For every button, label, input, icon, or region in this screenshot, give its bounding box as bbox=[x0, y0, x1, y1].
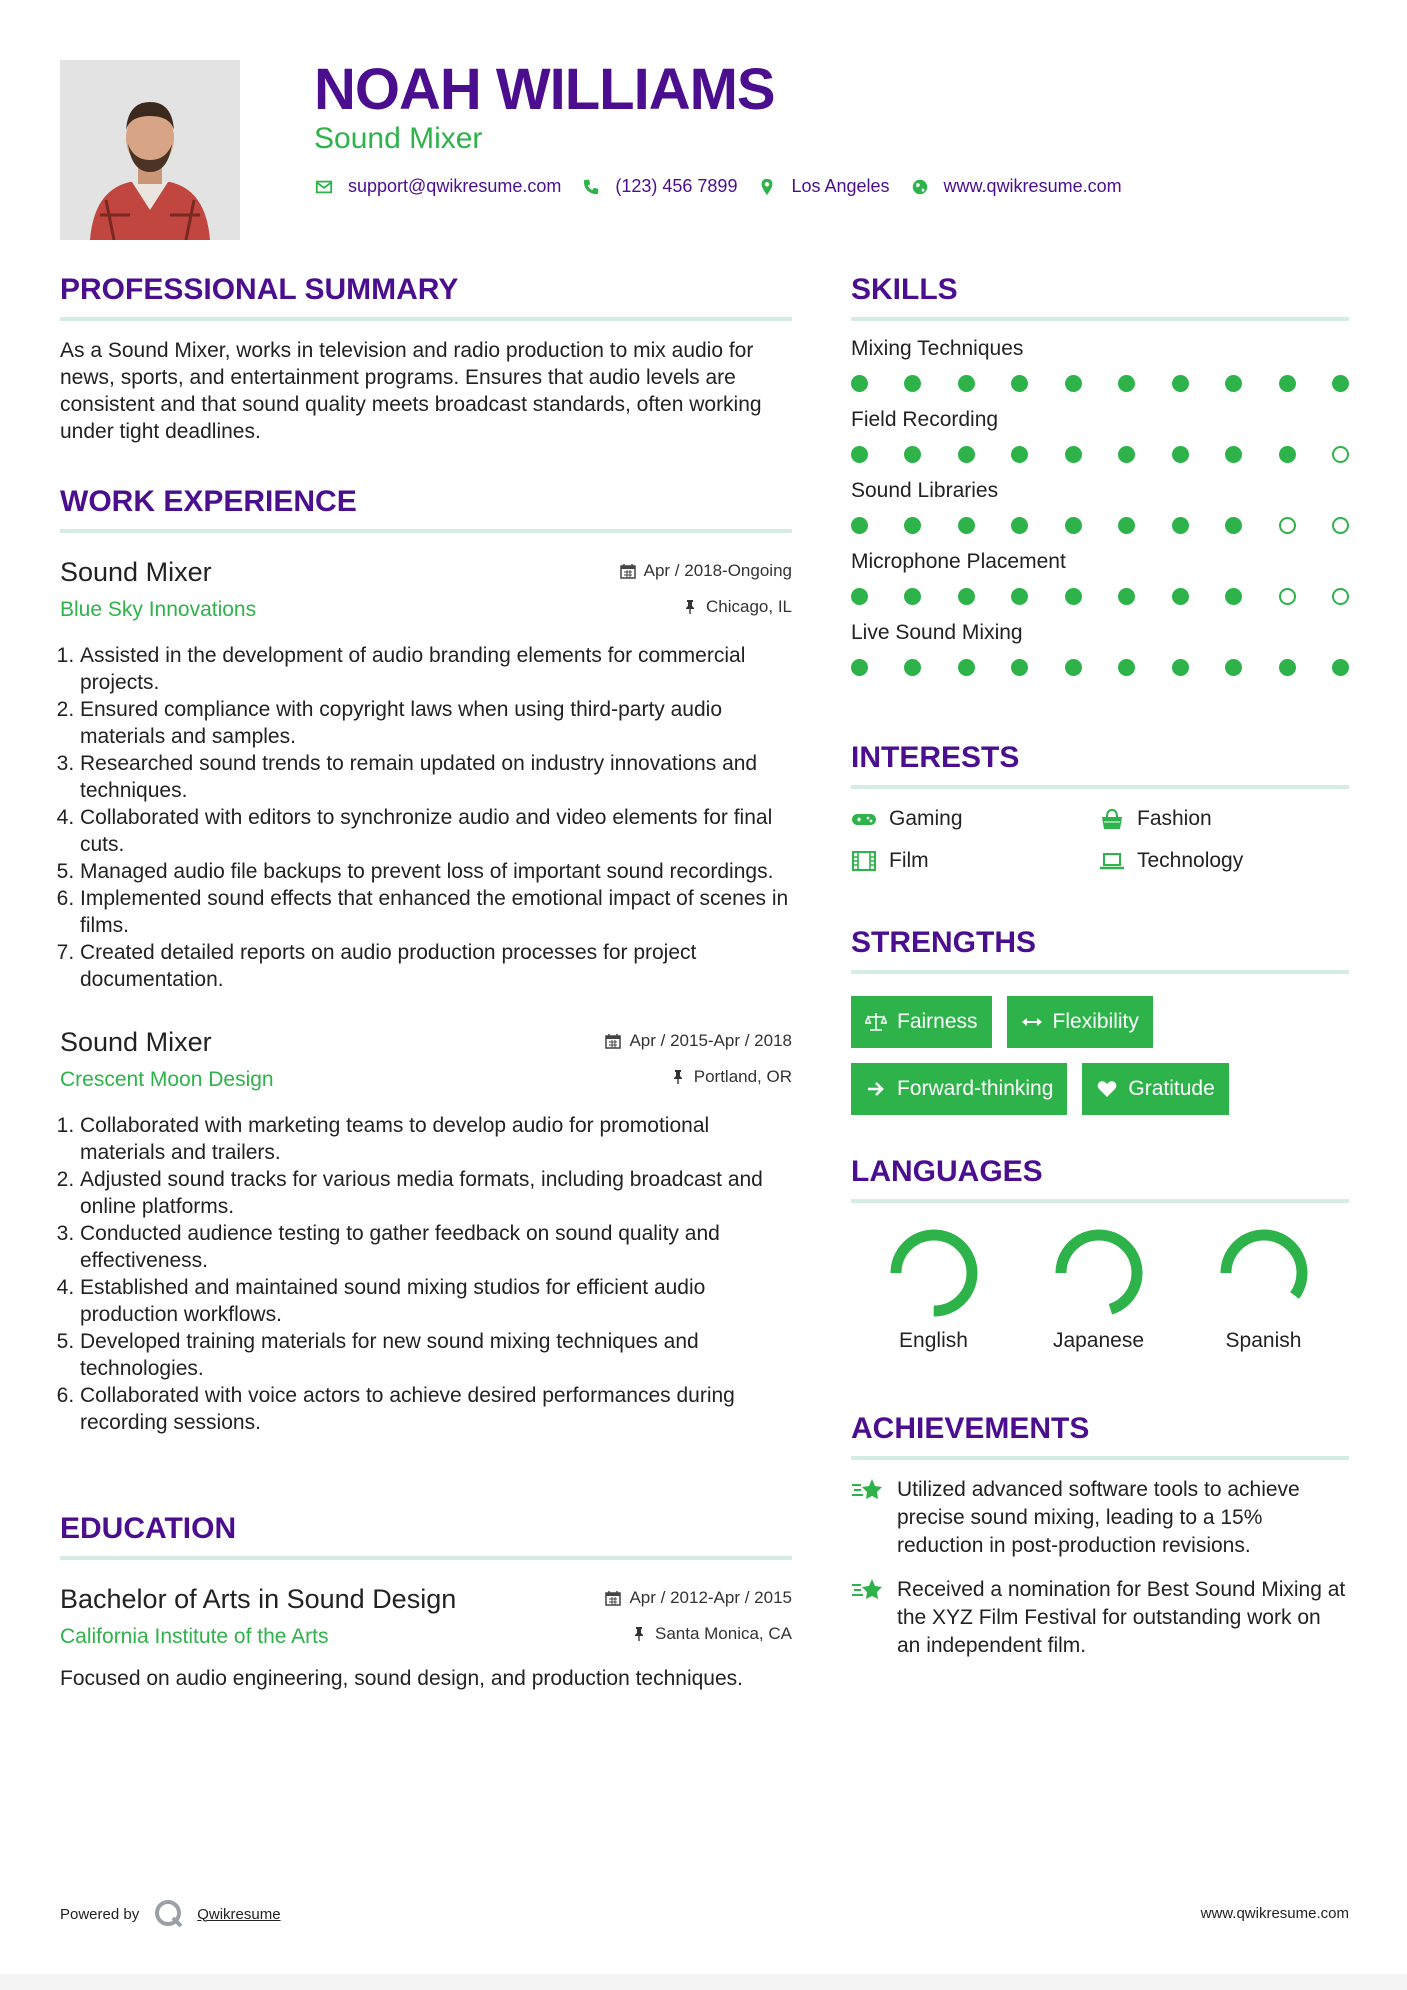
star-icon bbox=[851, 1576, 885, 1604]
language-item bbox=[1181, 1225, 1346, 1353]
skill-item bbox=[851, 550, 1349, 605]
list-item: 1. Assisted in the development of audio branding elements for commercial projects. bbox=[80, 642, 792, 696]
rating-dot-filled bbox=[1172, 588, 1189, 605]
pushpin-icon bbox=[682, 599, 698, 615]
strength-badge bbox=[1007, 996, 1153, 1048]
strength-label: Forward-thinking bbox=[897, 1077, 1054, 1100]
job-company: Crescent Moon Design bbox=[60, 1068, 274, 1091]
rating-dot-filled bbox=[1065, 446, 1082, 463]
skills-heading: SKILLS bbox=[851, 273, 1349, 321]
footer-powered bbox=[60, 1898, 281, 1930]
candidate-role: Sound Mixer bbox=[314, 122, 483, 155]
language-name: English bbox=[899, 1329, 968, 1352]
footer-website[interactable]: www.qwikresume.com bbox=[1200, 1905, 1349, 1922]
education-dates: Apr / 2012-Apr / 2015 bbox=[629, 1588, 792, 1607]
rating-dot-filled bbox=[958, 517, 975, 534]
heart-icon bbox=[1096, 1078, 1118, 1100]
rating-dot-empty bbox=[1332, 446, 1349, 463]
job-dates: Apr / 2015-Apr / 2018 bbox=[629, 1031, 792, 1050]
strength-badge bbox=[1082, 1063, 1228, 1115]
laptop-icon bbox=[1099, 850, 1125, 872]
languages-list bbox=[851, 1225, 1349, 1353]
interest-label: Film bbox=[889, 849, 929, 872]
rating-dot-empty bbox=[1279, 588, 1296, 605]
skill-rating bbox=[851, 588, 1349, 605]
achievement-text: Received a nomination for Best Sound Mixing at the XYZ Film Festival for outstanding work on an independent film. bbox=[897, 1578, 1346, 1657]
rating-dot-filled bbox=[1225, 588, 1242, 605]
job-entry bbox=[60, 1027, 792, 1436]
bottom-divider bbox=[0, 1974, 1407, 1990]
star-icon bbox=[851, 1476, 885, 1504]
email-text: support@qwikresume.com bbox=[348, 176, 562, 196]
skill-rating bbox=[851, 446, 1349, 463]
rating-dot-filled bbox=[1011, 446, 1028, 463]
interest-label: Gaming bbox=[889, 807, 963, 830]
list-item: 6. Collaborated with voice actors to achieve desired performances during recording sessions. bbox=[80, 1382, 792, 1436]
rating-dot-filled bbox=[1225, 659, 1242, 676]
school-name: California Institute of the Arts bbox=[60, 1625, 329, 1648]
rating-dot-filled bbox=[1065, 375, 1082, 392]
experience-section bbox=[60, 485, 792, 1436]
language-ring bbox=[1216, 1225, 1312, 1321]
languages-section bbox=[851, 1155, 1349, 1353]
gamepad-icon bbox=[851, 808, 877, 830]
rating-dot-filled bbox=[851, 588, 868, 605]
rating-dot-filled bbox=[851, 446, 868, 463]
rating-dot-filled bbox=[851, 659, 868, 676]
rating-dot-filled bbox=[1118, 517, 1135, 534]
calendar-icon bbox=[605, 1590, 621, 1606]
job-company: Blue Sky Innovations bbox=[60, 598, 257, 621]
strength-badge bbox=[851, 996, 992, 1048]
website-text: www.qwikresume.com bbox=[943, 176, 1122, 196]
list-item: 5. Developed training materials for new sound mixing techniques and technologies. bbox=[80, 1328, 792, 1382]
language-ring bbox=[1051, 1225, 1147, 1321]
language-ring-arc bbox=[1061, 1235, 1137, 1311]
rating-dot-filled bbox=[958, 659, 975, 676]
rating-dot-filled bbox=[904, 588, 921, 605]
interest-item bbox=[1099, 849, 1349, 873]
job-entry bbox=[60, 557, 792, 993]
rating-dot-filled bbox=[1011, 375, 1028, 392]
list-item: 3. Researched sound trends to remain updated on industry innovations and techniques. bbox=[80, 750, 792, 804]
language-item bbox=[1016, 1225, 1181, 1353]
calendar-icon bbox=[605, 1033, 621, 1049]
contact-phone[interactable] bbox=[581, 176, 737, 197]
phone-text: (123) 456 7899 bbox=[615, 176, 738, 196]
list-item: 5. Managed audio file backups to prevent loss of important sound recordings. bbox=[80, 858, 792, 885]
interests-heading: INTERESTS bbox=[851, 741, 1349, 789]
rating-dot-filled bbox=[1065, 659, 1082, 676]
map-marker-icon bbox=[757, 177, 777, 197]
summary-text: As a Sound Mixer, works in television and radio production to mix audio for news, sports, and entertainment programs. Ensures that audio levels are consistent and that sound quality meets broadcast standards, often working under tight deadlines. bbox=[60, 339, 762, 443]
interest-label: Technology bbox=[1137, 849, 1244, 872]
pushpin-icon bbox=[631, 1626, 647, 1642]
achievement-item bbox=[851, 1476, 1349, 1560]
rating-dot-filled bbox=[904, 446, 921, 463]
interests-section bbox=[851, 741, 1349, 873]
duties-list bbox=[60, 1112, 792, 1436]
rating-dot-empty bbox=[1279, 517, 1296, 534]
rating-dot-filled bbox=[1065, 517, 1082, 534]
rating-dot-filled bbox=[1225, 517, 1242, 534]
strength-label: Flexibility bbox=[1052, 1010, 1139, 1033]
list-item: 6. Implemented sound effects that enhanced the emotional impact of scenes in films. bbox=[80, 885, 792, 939]
job-title: Sound Mixer bbox=[60, 1027, 212, 1057]
rating-dot-filled bbox=[1172, 375, 1189, 392]
rating-dot-filled bbox=[904, 659, 921, 676]
location-text: Los Angeles bbox=[791, 176, 890, 196]
experience-heading: WORK EXPERIENCE bbox=[60, 485, 792, 533]
shopping-bag-icon bbox=[1099, 808, 1125, 830]
achievements-section bbox=[851, 1412, 1349, 1660]
arrows-horizontal-icon bbox=[1021, 1011, 1043, 1033]
skill-rating bbox=[851, 659, 1349, 676]
job-location: Portland, OR bbox=[693, 1067, 792, 1086]
rating-dot-empty bbox=[1332, 588, 1349, 605]
skill-name: Live Sound Mixing bbox=[851, 621, 1023, 644]
list-item: 4. Established and maintained sound mixing studios for efficient audio production workflows. bbox=[80, 1274, 792, 1328]
list-item: 4. Collaborated with editors to synchronize audio and video elements for final cuts. bbox=[80, 804, 792, 858]
list-item: 2. Ensured compliance with copyright laws when using third-party audio materials and samples. bbox=[80, 696, 792, 750]
language-name: Spanish bbox=[1225, 1329, 1302, 1352]
rating-dot-filled bbox=[1172, 659, 1189, 676]
qwikresume-logo-icon bbox=[153, 1898, 185, 1930]
powered-by-text: Powered by bbox=[60, 1905, 140, 1923]
list-item: 2. Adjusted sound tracks for various media formats, including broadcast and online platforms. bbox=[80, 1166, 792, 1220]
language-ring-arc bbox=[896, 1235, 972, 1311]
job-title: Sound Mixer bbox=[60, 557, 212, 587]
rating-dot-filled bbox=[1118, 375, 1135, 392]
skill-item bbox=[851, 408, 1349, 463]
skills-section bbox=[851, 273, 1349, 676]
envelope-icon bbox=[314, 177, 334, 197]
rating-dot-filled bbox=[1011, 517, 1028, 534]
rating-dot-filled bbox=[1279, 446, 1296, 463]
list-item: 1. Collaborated with marketing teams to develop audio for promotional materials and trailers. bbox=[80, 1112, 792, 1166]
language-name: Japanese bbox=[1052, 1329, 1145, 1352]
skill-item bbox=[851, 479, 1349, 534]
education-section bbox=[60, 1512, 792, 1692]
rating-dot-filled bbox=[1011, 659, 1028, 676]
language-ring bbox=[886, 1225, 982, 1321]
skill-item bbox=[851, 621, 1349, 676]
list-item: 3. Conducted audience testing to gather feedback on sound quality and effectiveness. bbox=[80, 1220, 792, 1274]
rating-dot-filled bbox=[1065, 588, 1082, 605]
rating-dot-filled bbox=[958, 446, 975, 463]
skill-item bbox=[851, 337, 1349, 392]
rating-dot-filled bbox=[1118, 588, 1135, 605]
skill-name: Mixing Techniques bbox=[851, 337, 1024, 360]
rating-dot-filled bbox=[851, 375, 868, 392]
rating-dot-filled bbox=[904, 517, 921, 534]
rating-dot-filled bbox=[1279, 659, 1296, 676]
summary-section bbox=[60, 273, 792, 445]
phone-icon bbox=[581, 177, 601, 197]
rating-dot-filled bbox=[1118, 659, 1135, 676]
contact-bar bbox=[314, 176, 1142, 197]
achievement-item bbox=[851, 1576, 1349, 1660]
job-dates: Apr / 2018-Ongoing bbox=[643, 561, 792, 580]
candidate-name: NOAH WILLIAMS bbox=[314, 57, 775, 122]
list-item: 7. Created detailed reports on audio production processes for project documentation. bbox=[80, 939, 792, 993]
interest-item bbox=[851, 807, 1099, 831]
strength-label: Fairness bbox=[897, 1010, 978, 1033]
balance-scale-icon bbox=[865, 1011, 887, 1033]
interest-label: Fashion bbox=[1137, 807, 1212, 830]
education-description: Focused on audio engineering, sound design, and production techniques. bbox=[60, 1667, 744, 1690]
rating-dot-filled bbox=[1225, 375, 1242, 392]
job-location: Chicago, IL bbox=[706, 597, 792, 616]
skill-name: Field Recording bbox=[851, 408, 999, 431]
strength-badge bbox=[851, 1063, 1067, 1115]
education-location: Santa Monica, CA bbox=[654, 1624, 792, 1643]
achievement-text: Utilized advanced software tools to achieve precise sound mixing, leading to a 15% reduction in post-production revisions. bbox=[897, 1478, 1300, 1557]
contact-website[interactable] bbox=[910, 176, 1122, 197]
profile-photo bbox=[60, 60, 240, 240]
rating-dot-filled bbox=[1225, 446, 1242, 463]
rating-dot-filled bbox=[1332, 375, 1349, 392]
skills-list bbox=[851, 337, 1349, 676]
skill-name: Sound Libraries bbox=[851, 479, 999, 502]
summary-heading: PROFESSIONAL SUMMARY bbox=[60, 273, 792, 321]
rating-dot-filled bbox=[1011, 588, 1028, 605]
skill-rating bbox=[851, 375, 1349, 392]
calendar-icon bbox=[620, 563, 636, 579]
contact-email[interactable] bbox=[314, 176, 561, 197]
languages-heading: LANGUAGES bbox=[851, 1155, 1349, 1203]
globe-icon bbox=[910, 177, 930, 197]
rating-dot-filled bbox=[904, 375, 921, 392]
achievements-heading: ACHIEVEMENTS bbox=[851, 1412, 1349, 1460]
contact-location bbox=[757, 176, 889, 197]
rating-dot-filled bbox=[958, 588, 975, 605]
arrow-right-icon bbox=[865, 1078, 887, 1100]
language-item bbox=[851, 1225, 1016, 1353]
rating-dot-filled bbox=[958, 375, 975, 392]
film-icon bbox=[851, 850, 877, 872]
degree-title: Bachelor of Arts in Sound Design bbox=[60, 1584, 457, 1614]
brand-link[interactable]: Qwikresume bbox=[197, 1905, 281, 1923]
rating-dot-empty bbox=[1332, 517, 1349, 534]
interest-item bbox=[851, 849, 1099, 873]
skill-rating bbox=[851, 517, 1349, 534]
strengths-heading: STRENGTHS bbox=[851, 926, 1349, 974]
rating-dot-filled bbox=[1172, 517, 1189, 534]
strengths-section bbox=[851, 926, 1349, 1130]
strength-label: Gratitude bbox=[1128, 1077, 1215, 1100]
pushpin-icon bbox=[670, 1069, 686, 1085]
duties-list bbox=[60, 642, 792, 993]
rating-dot-filled bbox=[1279, 375, 1296, 392]
rating-dot-filled bbox=[1332, 659, 1349, 676]
rating-dot-filled bbox=[851, 517, 868, 534]
skill-name: Microphone Placement bbox=[851, 550, 1066, 573]
rating-dot-filled bbox=[1172, 446, 1189, 463]
rating-dot-filled bbox=[1118, 446, 1135, 463]
education-heading: EDUCATION bbox=[60, 1512, 792, 1560]
language-ring-arc bbox=[1226, 1235, 1302, 1311]
interest-item bbox=[1099, 807, 1349, 831]
